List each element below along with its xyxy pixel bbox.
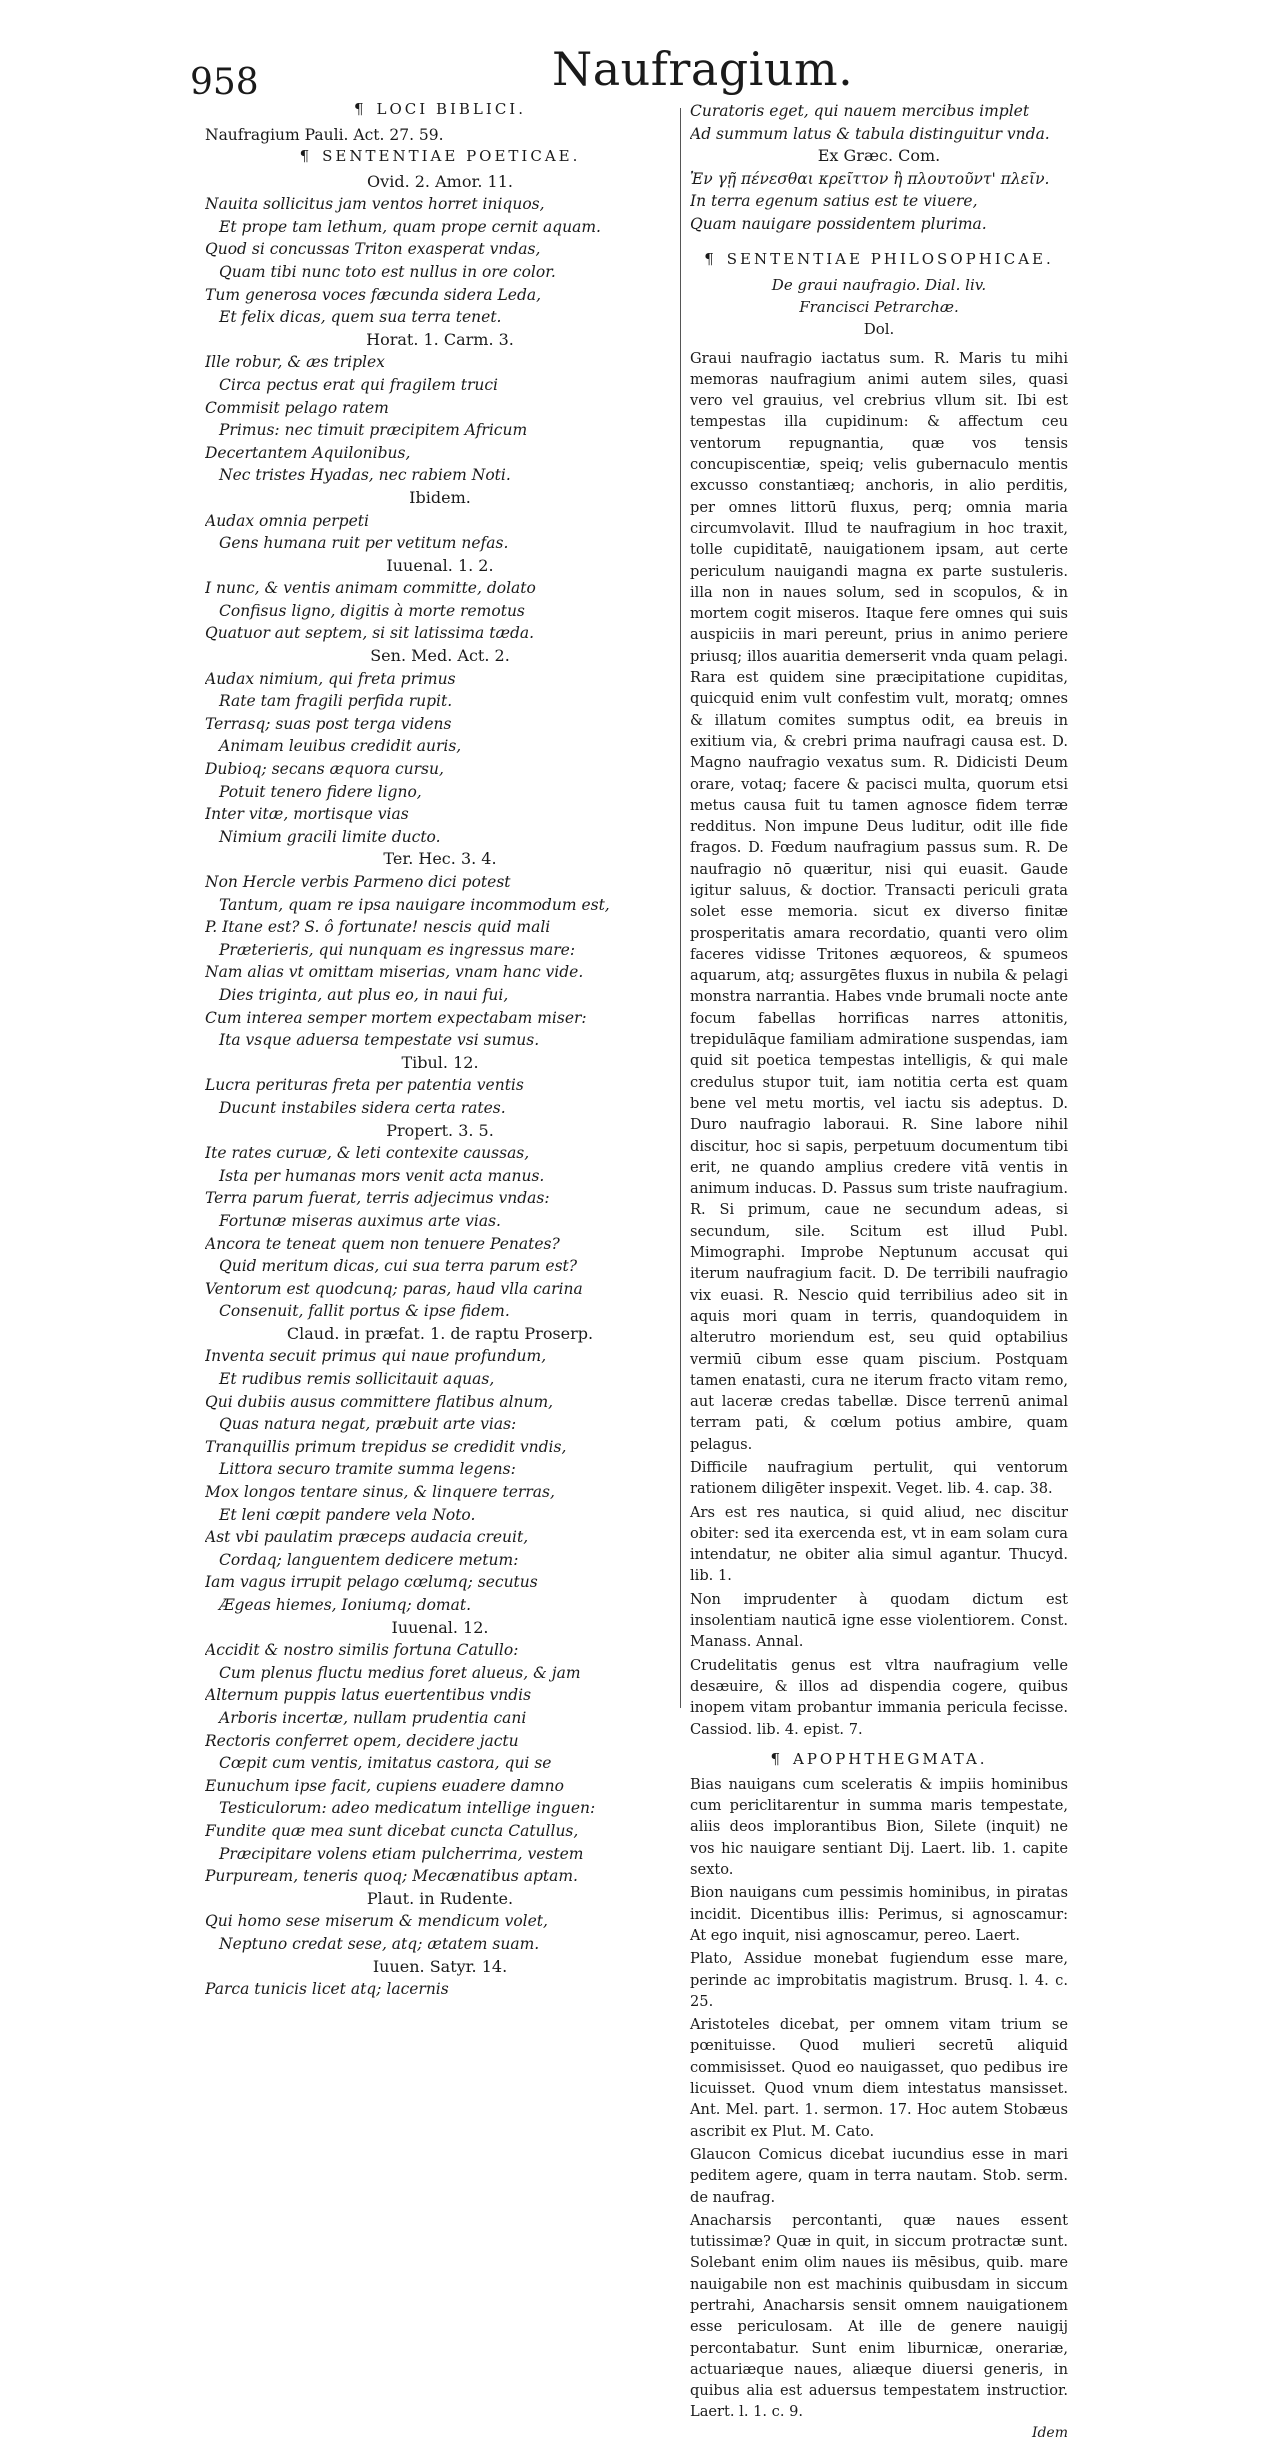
biblical-entry: Naufragium Pauli. Act. 27. 59. <box>205 126 444 144</box>
verse-line: Arboris incertæ, nullam prudentia cani <box>219 1708 527 1727</box>
biblical-heading: ¶ LOCI BIBLICI. <box>353 100 526 118</box>
verse-line: Audax omnia perpeti <box>205 511 369 530</box>
right-column <box>690 100 1068 2441</box>
prose-paragraph: Graui naufragio iactatus sum. R. Maris tu mihi memoras naufragium animi autem siles, quasi vero vel grauius, vel crebrius vllum sit. Ibi est tempestas illa cupidinum: & affectum ceu ventorum repugnantia, quæ vos tensis concupiscentiæ, speiq; velis gubernaculo mentis excusso constantiæq; anchoris, in alio perditis, per omnes littorū fluxus, perq; omnia maria circumvolavit. Illud te naufragium in hoc traxit, tolle cupiditatē, nauigationem ipsam, aut certe periculum nauigandi magna ex parte sustuleris. illa non in naues solum, sed in scopulos, & in mortem cogit miseros. Itaque fere omnes qui suis auspiciis in mari pereunt, prius in animo periere priusq; illos auaritia demerserit vnda quam pelagi. Rara est quidem sine præcipitatione cupiditas, quicquid enim vult confestim vult, moratq; omnes & illatum comites sumptus odit, ea breuis in exitium via, & crebri prima naufragi causa est. D. Magno naufragio vexatus sum. R. Didicisti Deum orare, votaq; facere & pacisci multa, quorum etsi metus causa fuit tu tamen agnosce fidem terræ redditus. Non impune Deus luditur, odit ille fide fragos. D. Fœdum naufragium passus sum. R. De naufragio nō quæritur, nisi qui euasit. Gaude igitur saluus, & doctior. Transacti periculi grata solet esse memoria. sicut ex diverso finitæ prosperitatis amara recordatio, quanti vero olim faceres vidisse Tritones æquoreos, & spumeos aquarum, atq; assurgētes fluxus in nubila & pelagi monstra narrantia. Habes vnde brumali nocte ante focum fabellas horrificas narres attonitis, trepidulāque familiam admiratione suspendas, iam quid sit poetica tempestas intelligis, & qui male credulus stupor tuit, iam notitia certa est quam bene vel metu mortis, vel iactu sis adeptus. D. Duro naufragio laboraui. R. Sine labore nihil discitur, hoc si sapis, perpetuum documentum tibi erit, ne quando amplius credere vitā ventis in animum inducas. D. Passus sum triste naufragium. R. Si primum, caue ne secundum adeas, si secundum, sile. Scitum est illud Publ. Mimographi. Improbe Neptunum accusat qui iterum naufragium facit. D. De terribili naufragio vix euasi. R. Nescio quid terribilius adeo sit in aquis mori quam in terris, quandoquidem in alterutro moriendum est, seu quid optabilius vermiū cibum esse quam piscium. Postquam tamen enatasti, cura ne iterum fracto vitam remo, aut laceræ credas tabellæ. Disce terrenū animal terram pati, & cœlum potius ambire, quam pelagus. <box>690 349 1068 1453</box>
verse-line: Nec tristes Hyadas, nec rabiem Noti. <box>219 466 511 485</box>
verse-line: Cœpit cum ventis, imitatus castora, qui se <box>219 1754 552 1773</box>
verse-source: Tibul. 12. <box>401 1052 479 1072</box>
verse-line: Quatuor aut septem, si sit latissima tæda. <box>205 624 535 643</box>
verse-line: Consenuit, fallit portus & ipse fidem. <box>219 1302 510 1321</box>
verse-line: Iam vagus irrupit pelago cœlumq; secutus <box>205 1573 538 1592</box>
verse-line: P. Itane est? S. ô fortunate! nescis quid mali <box>205 918 551 937</box>
verse-line: Rectoris conferret opem, decidere jactu <box>205 1731 519 1750</box>
verse-line: Gens humana ruit per vetitum nefas. <box>219 534 509 553</box>
verse-line: Terra parum fuerat, terris adjecimus vndas: <box>205 1189 550 1208</box>
verse-source: Ibidem. <box>409 487 471 507</box>
philosophic-heading: ¶ SENTENTIAE PHILOSOPHICAE. <box>704 249 1054 268</box>
verse-source: Iuuen. Satyr. 14. <box>372 1956 508 1976</box>
verse-line: Ista per humanas mors venit acta manus. <box>219 1166 545 1185</box>
verse-line: Fortunæ miseras auximus arte vias. <box>219 1211 501 1230</box>
verse-line: Qui homo sese miserum & mendicum volet, <box>205 1912 548 1931</box>
verse-line: Non Hercle verbis Parmeno dici potest <box>205 873 511 891</box>
verse-line: Alternum puppis latus euertentibus vndis <box>205 1686 532 1705</box>
paragraph-mark-icon: ¶ <box>704 249 717 268</box>
prose-paragraph: Ars est res nautica, si quid aliud, nec discitur obiter: sed ita exercenda est, vt in eam solam cura intendatur, ne obiter alia simul agantur. Thucyd. lib. 1. <box>690 1503 1068 1585</box>
verse-line: Terrasq; suas post terga videns <box>205 714 452 733</box>
apophthegm: Anacharsis percontanti, quæ naues essent tutissimæ? Quæ in quit, in siccum protractæ sunt. Solebant enim olim naues iis mēsibus, quib. mare nauigabile non est machinis quibusdam in siccum pertrahi, Anacharsis sensit omnem nauigationem esse periculosam. At ille de genere nauigij percontabatur. Sunt enim liburnicæ, onerariæ, actuariæque naues, aliæque diuersi generis, in quibus alia est aduersus tempestatem instructior. Laert. l. 1. c. 9. <box>690 2211 1068 2421</box>
verse-source: Ter. Hec. 3. 4. <box>383 849 497 869</box>
poetic-heading: ¶ SENTENTIAE POETICAE. <box>299 146 581 165</box>
verse-line: Præterieris, qui nunquam es ingressus mare: <box>219 940 576 959</box>
verse-line: Cordaq; languentem dedicere metum: <box>219 1550 519 1569</box>
verse-line: Fundite quæ mea sunt dicebat cuncta Catullus, <box>205 1821 579 1840</box>
verse-line: Testiculorum: adeo medicatum intellige inguen: <box>219 1799 596 1818</box>
verse-source: Horat. 1. Carm. 3. <box>366 329 514 349</box>
verse-line: Quod si concussas Triton exasperat vndas, <box>205 240 541 259</box>
paragraph-mark-icon: ¶ <box>770 1749 783 1768</box>
apophthegm: Bion nauigans cum pessimis hominibus, in piratas incidit. Dicentibus illis: Perimus, si agnoscamur: At ego inquit, nisi agnoscamur, pereo. Laert. <box>690 1884 1068 1944</box>
verse-line: Neptuno credat sese, atq; ætatem suam. <box>219 1934 540 1953</box>
verse-line: Inter vitæ, mortisque vias <box>205 805 409 824</box>
verse-line: Dies triginta, aut plus eo, in naui fui, <box>219 985 509 1004</box>
greek-source: Ex Græc. Com. <box>817 146 941 166</box>
verse-line: Qui dubiis ausus committere flatibus alnum, <box>205 1392 554 1411</box>
verse-line: Ad summum latus & tabula distinguitur vnda. <box>690 124 1050 143</box>
paragraph-mark-icon: ¶ <box>299 146 313 165</box>
verse-line: Præcipitare volens etiam pulcherrima, vestem <box>219 1844 584 1863</box>
verse-source: Claud. in præfat. 1. de raptu Proserp. <box>286 1323 594 1343</box>
verse-line: Tranquillis primum trepidus se credidit vndis, <box>205 1437 567 1456</box>
verse-line: Tantum, quam re ipsa nauigare incommodum est, <box>219 895 610 914</box>
verse-line: Et rudibus remis sollicitauit aquas, <box>219 1370 495 1389</box>
dialogue-author: Francisci Petrarchæ. <box>799 297 959 316</box>
verse-line: Purpuream, teneris quoq; Mecænatibus aptam. <box>205 1867 578 1886</box>
apophthegm: Bias nauigans cum sceleratis & impiis hominibus cum periclitarentur in summa maris tempestate, aliis deos implorantibus Bion, Silete (inquit) ne vos hic nauigare sentiant Dij. Laert. lib. 1. capite sexto. <box>690 1775 1068 1879</box>
verse-line: Ast vbi paulatim præceps audacia creuit, <box>205 1528 529 1547</box>
verse-line: Curatoris eget, qui nauem mercibus implet <box>690 102 1030 120</box>
verse-line: Ægeas hiemes, Ioniumq; domat. <box>219 1596 472 1614</box>
verse-line: Et prope tam lethum, quam prope cernit aquam. <box>219 217 601 236</box>
dialogue-speaker: Dol. <box>863 319 895 338</box>
verse-line: Cum interea semper mortem expectabam miser: <box>205 1008 587 1027</box>
verse-line: Animam leuibus credidit auris, <box>219 737 462 756</box>
apophthegm: Glaucon Comicus dicebat iucundius esse in mari peditem agere, quam in terra nautam. Stob. serm. de naufrag. <box>690 2145 1068 2206</box>
verse-line: In terra egenum satius est te viuere, <box>690 192 978 211</box>
verse-source: Propert. 3. 5. <box>386 1120 494 1140</box>
verse-line: Cum plenus fluctu medius foret alueus, & jam <box>219 1663 581 1682</box>
verse-source: Sen. Med. Act. 2. <box>370 646 510 666</box>
verse-line: Circa pectus erat qui fragilem truci <box>219 375 498 394</box>
apophthegmata-heading: ¶ APOPHTHEGMATA. <box>770 1749 988 1768</box>
left-column <box>205 100 675 2001</box>
verse-line: Ita vsque aduersa tempestate vsi sumus. <box>219 1031 540 1050</box>
poetic-blocks <box>205 171 675 2001</box>
verse-source: Iuuenal. 12. <box>391 1617 489 1637</box>
verse-line: Accidit & nostro similis fortuna Catullo: <box>205 1641 519 1660</box>
verse-line: I nunc, & ventis animam committe, dolato <box>205 579 536 598</box>
verse-line: Et felix dicas, quem sua terra tenet. <box>219 308 502 327</box>
verse-line: Ancora te teneat quem non tenuere Penates? <box>205 1234 560 1253</box>
verse-line: Eunuchum ipse facit, cupiens euadere damno <box>205 1776 564 1795</box>
verse-line: Confisus ligno, digitis à morte remotus <box>219 601 525 620</box>
verse-line: Inventa secuit primus qui naue profundum, <box>205 1347 547 1366</box>
verse-line: Nauita sollicitus jam ventos horret iniquos, <box>205 195 545 214</box>
catchword: Idem <box>1031 2424 1068 2441</box>
verse-line: Audax nimium, qui freta primus <box>205 669 456 688</box>
verse-line: Quam nauigare possidentem plurima. <box>690 214 987 233</box>
verse-line: Lucra perituras freta per patentia ventis <box>205 1076 524 1095</box>
verse-line: Ventorum est quodcunq; paras, haud vlla carina <box>205 1279 583 1298</box>
paragraph-mark-icon: ¶ <box>353 100 367 118</box>
verse-line: Commisit pelago ratem <box>205 398 389 417</box>
verse-source: Ovid. 2. Amor. 11. <box>367 171 513 191</box>
running-head: Naufragium. <box>552 42 854 96</box>
verse-line: Decertantem Aquilonibus, <box>205 443 411 462</box>
greek-line: Ἐν γῇ πένεσθαι κρεῖττον ἢ πλουτοῦντ' πλεῖν. <box>690 169 1050 188</box>
verse-source: Plaut. in Rudente. <box>366 1888 514 1908</box>
verse-line: Et leni cœpit pandere vela Noto. <box>219 1505 476 1524</box>
verse-line: Littora securo tramite summa legens: <box>219 1460 516 1479</box>
column-divider <box>680 108 681 1708</box>
prose-paragraph: Non imprudenter à quodam dictum est insolentiam nauticā igne esse violentiorem. Const. Manass. Annal. <box>690 1590 1068 1651</box>
verse-source: Iuuenal. 1. 2. <box>386 555 494 575</box>
prose-paragraph: Crudelitatis genus est vltra naufragium velle desæuire, & illos ad dispendia cogere, quibus inopem vitam probantur immania pericula fecisse. Cassiod. lib. 4. epist. 7. <box>690 1656 1068 1738</box>
verse-line: Ite rates curuæ, & leti contexite caussas, <box>205 1144 530 1163</box>
page-number: 958 <box>190 62 259 103</box>
verse-line: Tum generosa voces fæcunda sidera Leda, <box>205 285 542 304</box>
dialogue-title: De graui naufragio. Dial. liv. <box>771 275 987 294</box>
verse-line: Quam tibi nunc toto est nullus in ore color. <box>219 262 556 281</box>
verse-line: Ille robur, & æs triplex <box>205 353 385 372</box>
verse-line: Quid meritum dicas, cui sua terra parum est? <box>219 1257 578 1276</box>
verse-line: Nam alias vt omittam miserias, vnam hanc vide. <box>205 963 584 982</box>
verse-line: Parca tunicis licet atq; lacernis <box>205 1980 449 1999</box>
verse-line: Dubioq; secans æquora cursu, <box>205 760 444 779</box>
verse-line: Nimium gracili limite ducto. <box>219 827 441 846</box>
apophthegm: Plato, Assidue monebat fugiendum esse mare, perinde ac improbitatis magistrum. Brusq. l. 4. c. 25. <box>690 1950 1068 2010</box>
apophthegm: Aristoteles dicebat, per omnem vitam trium se pœnituisse. Quod mulieri secretū aliquid commisisset. Quod eo nauigasset, quo pedibus ire licuisset. Quod vnum diem intestatus mansisset. Ant. Mel. part. 1. sermon. 17. Hoc autem Stobæus ascribit ex Plut. M. Cato. <box>690 2016 1068 2140</box>
verse-line: Mox longos tentare sinus, & linquere terras, <box>205 1483 555 1502</box>
verse-line: Primus: nec timuit præcipitem Africum <box>219 421 528 440</box>
prose-paragraph: Difficile naufragium pertulit, qui ventorum rationem diligēter inspexit. Veget. lib. 4. cap. 38. <box>690 1459 1068 1498</box>
verse-line: Quas natura negat, præbuit arte vias: <box>219 1415 517 1434</box>
verse-line: Rate tam fragili perfida rupit. <box>219 692 453 711</box>
verse-line: Ducunt instabiles sidera certa rates. <box>219 1098 506 1117</box>
verse-line: Potuit tenero fidere ligno, <box>219 782 422 801</box>
